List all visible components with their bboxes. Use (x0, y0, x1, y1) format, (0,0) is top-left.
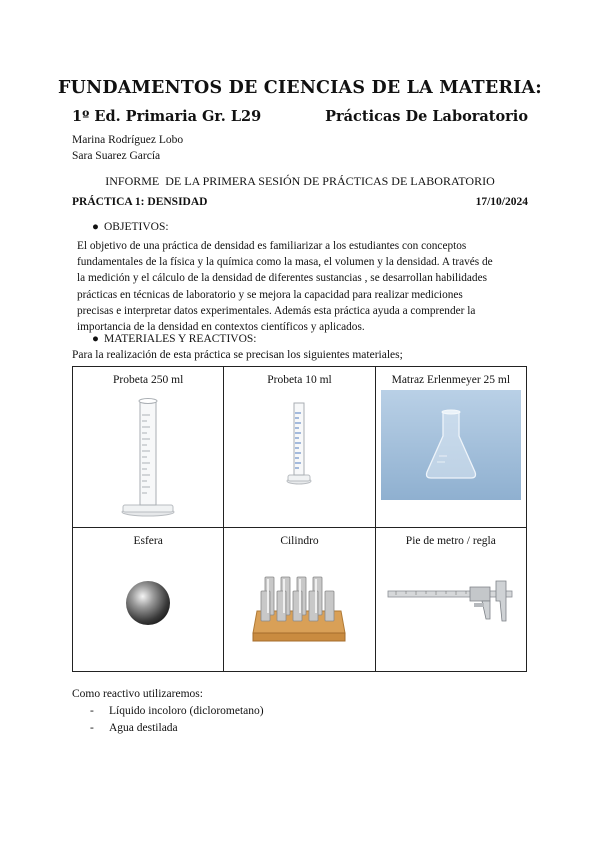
material-label: Probeta 10 ml (267, 374, 332, 386)
erlenmeyer-flask-image (376, 390, 526, 500)
bullet-icon: ● (92, 221, 99, 233)
paragraph-line: la medición y el cálculo de la densidad de diferentes sustancias , se desarrollan habilidades (77, 272, 487, 285)
materials-intro: Para la realización de esta práctica se precisan los siguientes materiales; (72, 349, 403, 361)
dash-bullet-icon: - (90, 705, 94, 717)
report-title: INFORME DE LA PRIMERA SESIÓN DE PRÁCTICAS DE LABORATORIO (105, 174, 495, 188)
practice-title: PRÁCTICA 1: DENSIDAD (72, 196, 208, 208)
materials-heading (92, 333, 256, 345)
paragraph-line: fundamentales de la física y la química como la masa, el volumen y la densidad. A través de (77, 256, 493, 269)
objectives-heading (92, 221, 169, 233)
document-title: FUNDAMENTOS DE CIENCIAS DE LA MATERIA: (58, 78, 542, 98)
material-cell (375, 367, 526, 528)
reactive-item-text: Agua destilada (109, 722, 178, 734)
materials-table (72, 366, 527, 672)
graduated-cylinder-10-image (224, 399, 374, 485)
metal-sphere-image (73, 579, 223, 627)
author-name: Marina Rodríguez Lobo (72, 134, 184, 146)
material-cell (375, 528, 526, 672)
material-label: Probeta 250 ml (113, 374, 184, 386)
paragraph-line: precisas e interpretar datos experimentales. Además esta práctica ayuda a comprender la (77, 304, 476, 317)
material-cell (73, 528, 224, 672)
author-name: Sara Suarez García (72, 150, 161, 162)
practice-date: 17/10/2024 (475, 196, 528, 208)
course-label: 1º Ed. Primaria Gr. L29 (72, 108, 262, 125)
objectives-paragraph (77, 238, 529, 335)
subject-label: Prácticas De Laboratorio (325, 108, 528, 125)
material-cell (224, 367, 375, 528)
reactive-item (90, 722, 178, 734)
material-label: Cilindro (280, 535, 319, 547)
reactive-item (90, 705, 264, 717)
caliper-image (376, 577, 526, 627)
material-cell (73, 367, 224, 528)
cylinder-set-image (224, 571, 374, 643)
reactives-intro: Como reactivo utilizaremos: (72, 688, 203, 700)
material-label: Esfera (133, 535, 163, 547)
material-label: Matraz Erlenmeyer 25 ml (391, 374, 511, 386)
bullet-icon: ● (92, 333, 99, 345)
paragraph-line: importancia de la densidad en contextos científicos y aplicados. (77, 321, 365, 334)
paragraph-line: El objetivo de una práctica de densidad es familiarizar a los estudiantes con conceptos (77, 240, 467, 252)
material-label: Pie de metro / regla (405, 535, 496, 547)
reactive-item-text: Líquido incoloro (diclorometano) (109, 705, 264, 717)
objectives-heading-text: OBJETIVOS: (104, 221, 169, 233)
graduated-cylinder-250-image (73, 395, 223, 517)
materials-heading-text: MATERIALES Y REACTIVOS: (104, 333, 257, 345)
dash-bullet-icon: - (90, 722, 94, 734)
material-cell (224, 528, 375, 672)
paragraph-line: prácticas en técnicas de laboratorio y se mejora la capacidad para realizar mediciones (77, 288, 463, 301)
